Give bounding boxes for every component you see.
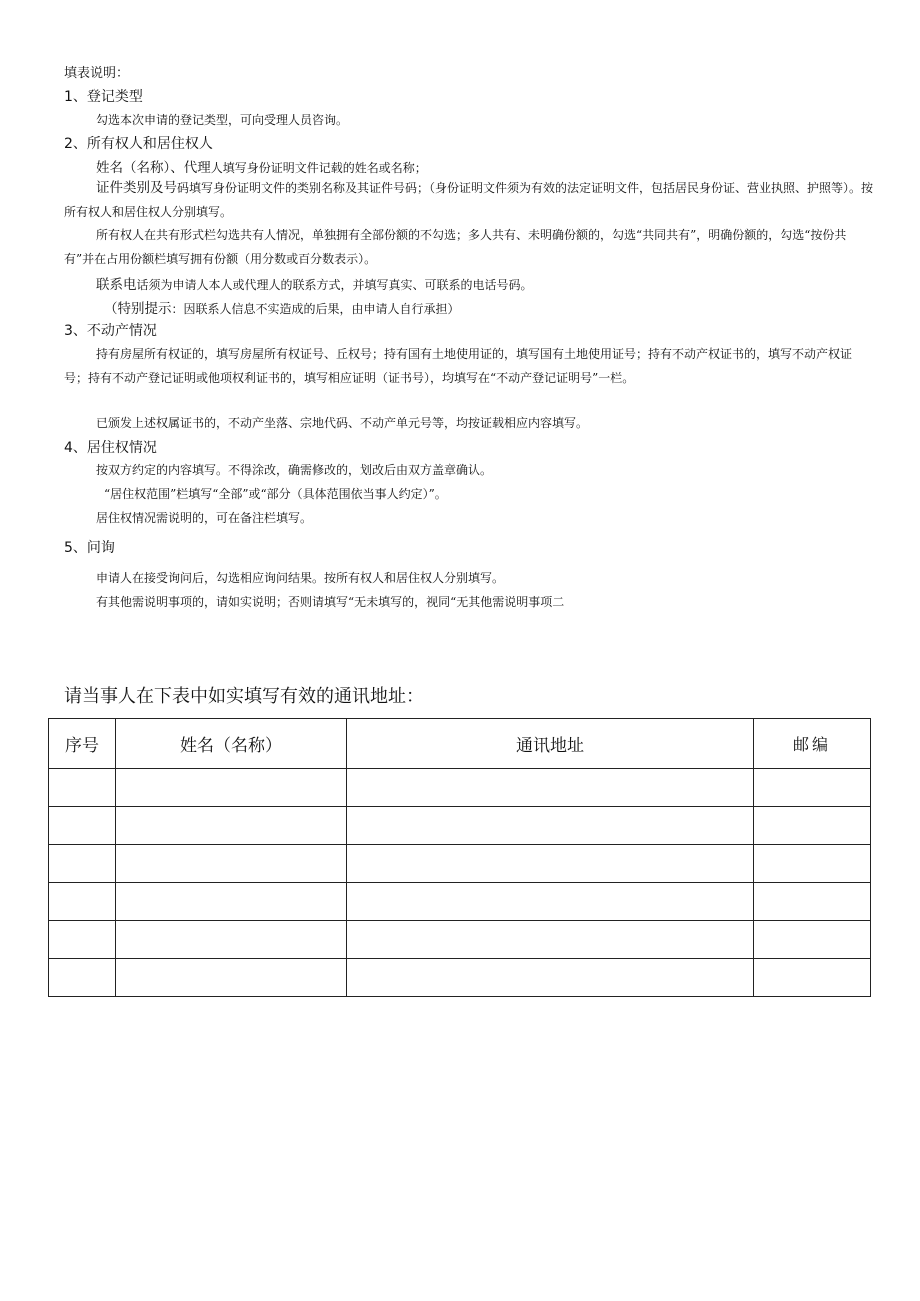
notice-label: （特别提示 [104, 301, 172, 317]
contact-label: 联系电 [96, 277, 137, 293]
name-label: 姓名（名称）、代理 [96, 160, 211, 176]
table-row [49, 883, 871, 921]
section-4-line-1: 按双方约定的内容填写。不得涂改，确需修改的，划改后由双方盖章确认。 [96, 463, 493, 477]
cell-postcode[interactable] [754, 807, 871, 845]
id-instruction [64, 176, 874, 224]
cell-name[interactable] [116, 921, 347, 959]
cell-index[interactable] [49, 769, 116, 807]
cell-index[interactable] [49, 845, 116, 883]
cell-address[interactable] [347, 807, 754, 845]
special-notice [104, 297, 460, 318]
section-2-heading: 2、所有权人和居住权人 [64, 136, 213, 152]
id-label: 证件类别及号 [96, 180, 177, 196]
cell-postcode[interactable] [754, 845, 871, 883]
cell-address[interactable] [347, 959, 754, 997]
section-4-line-2: “居住权范围”栏填写“全部”或“部分（具体范围依当事人约定）”。 [104, 487, 447, 501]
section-4-line-3: 居住权情况需说明的，可在备注栏填写。 [96, 511, 313, 525]
table-row [49, 807, 871, 845]
notice-text: ：因联系人信息不实造成的后果，由申请人自行承担） [171, 302, 460, 316]
name-text: 人填写身份证明文件记载的姓名或名称； [210, 161, 427, 175]
section-5-heading: 5、问询 [64, 540, 115, 556]
cell-address[interactable] [347, 845, 754, 883]
cell-name[interactable] [116, 959, 347, 997]
cell-address[interactable] [347, 883, 754, 921]
header-index: 序号 [49, 719, 116, 769]
table-row [49, 959, 871, 997]
cell-index[interactable] [49, 921, 116, 959]
table-row [49, 769, 871, 807]
cell-index[interactable] [49, 807, 116, 845]
cell-address[interactable] [347, 921, 754, 959]
cell-postcode[interactable] [754, 959, 871, 997]
section-4-heading: 4、居住权情况 [64, 440, 157, 456]
cell-name[interactable] [116, 845, 347, 883]
table-row [49, 921, 871, 959]
cell-index[interactable] [49, 883, 116, 921]
section-5-line-2: 有其他需说明事项的，请如实说明；否则请填写“无未填写的，视同“无其他需说明事项二 [96, 595, 565, 609]
contact-text: 话须为申请人本人或代理人的联系方式，并填写真实、可联系的电话号码。 [136, 278, 533, 292]
notes-title: 填表说明： [64, 66, 130, 81]
section-3-para-2: 已颁发上述权属证书的，不动产坐落、宗地代码、不动产单元号等，均按证载相应内容填写。 [96, 416, 589, 430]
cell-index[interactable] [49, 959, 116, 997]
cell-name[interactable] [116, 883, 347, 921]
header-postcode: 邮编 [754, 719, 871, 769]
section-1-body: 勾选本次申请的登记类型，可向受理人员咨询。 [96, 113, 349, 127]
section-5-line-1: 申请人在接受询问后，勾选相应询问结果。按所有权人和居住权人分别填写。 [96, 571, 505, 585]
header-name: 姓名（名称） [116, 719, 347, 769]
header-address: 通讯地址 [347, 719, 754, 769]
section-1-heading: 1、登记类型 [64, 89, 143, 105]
cell-name[interactable] [116, 769, 347, 807]
cell-address[interactable] [347, 769, 754, 807]
section-3-heading: 3、不动产情况 [64, 323, 157, 339]
table-row [49, 845, 871, 883]
id-text: 码填写身份证明文件的类别名称及其证件号码；（身份证明文件须为有效的法定证明文件，包括居民身份证、营业执照、护照等）。按所有权人和居住权人分别填写。 [64, 181, 874, 219]
cell-postcode[interactable] [754, 921, 871, 959]
cell-postcode[interactable] [754, 883, 871, 921]
address-table [48, 718, 871, 997]
contact-instruction [96, 273, 533, 294]
cell-postcode[interactable] [754, 769, 871, 807]
section-3-para-1: 持有房屋所有权证的，填写房屋所有权证号、丘权号；持有国有土地使用证的，填写国有土地使用证号；持有不动产权证书的，填写不动产权证号；持有不动产登记证明或他项权利证书的，填写相应证明（证书号），均填写在“不动产登记证明号”一栏。 [64, 347, 853, 385]
share-instruction: 所有权人在共有形式栏勾选共有人情况，单独拥有全部份额的不勾选；多人共有、未明确份额的，勾选“共同共有”，明确份额的，勾选“按份共有”并在占用份额栏填写拥有份额（用分数或百分数表示）。 [64, 228, 847, 266]
address-table-title: 请当事人在下表中如实填写有效的通讯地址： [64, 686, 424, 707]
table-header-row [49, 719, 871, 769]
cell-name[interactable] [116, 807, 347, 845]
name-instruction [96, 156, 427, 177]
